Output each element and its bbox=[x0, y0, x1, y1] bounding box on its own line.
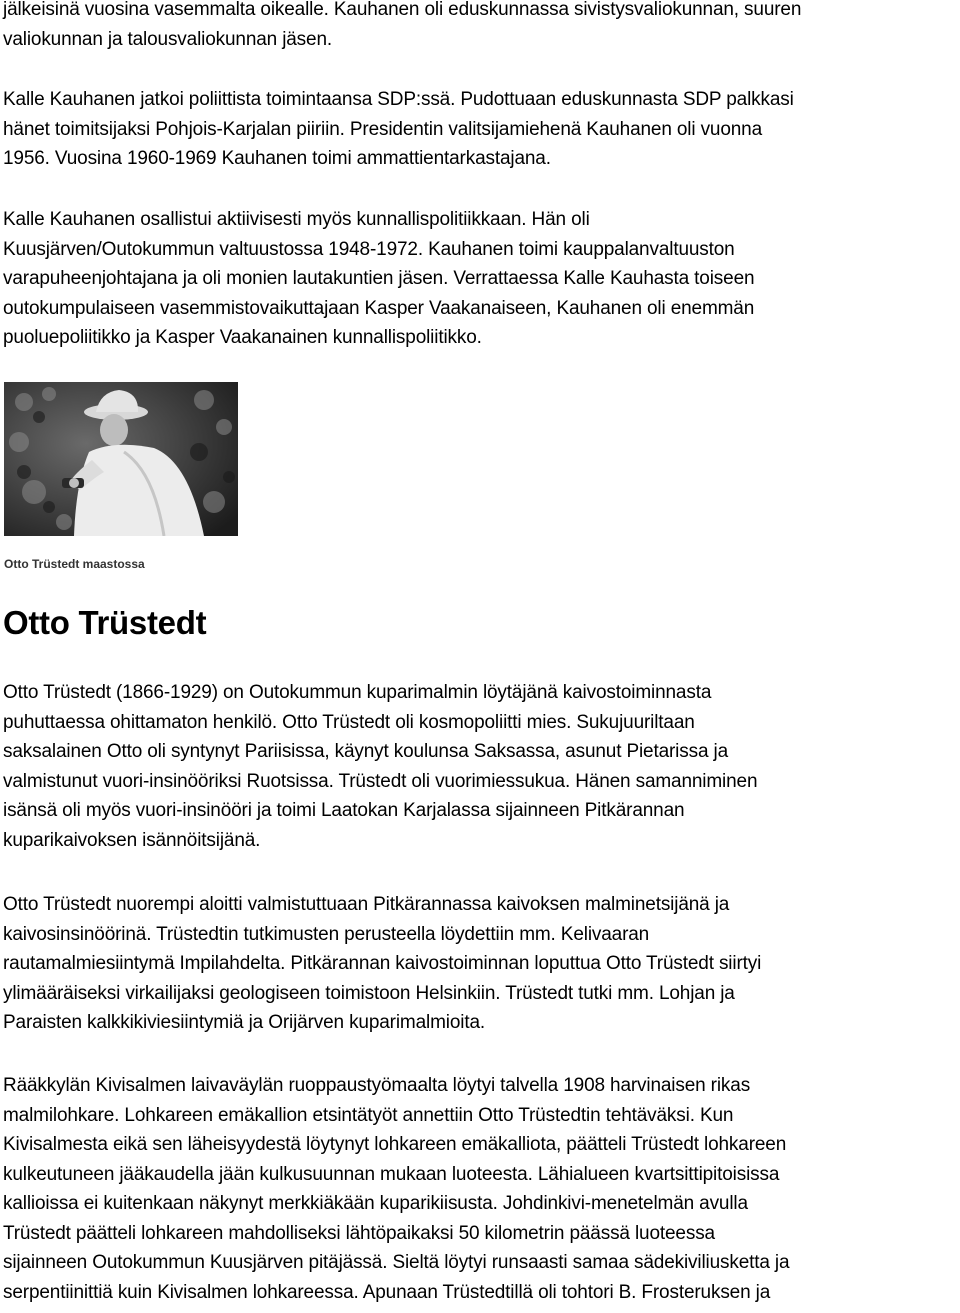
text-line: kuparikaivoksen isännöitsijänä. bbox=[3, 829, 261, 851]
photo-caption: Otto Trüstedt maastossa bbox=[4, 557, 145, 571]
text-line: Kuusjärven/Outokummun valtuustossa 1948-1972. Kauhanen toimi kauppalanvaltuuston bbox=[3, 238, 735, 260]
text-line: rautamalmiesiintymä Impilahdelta. Pitkärannan kaivostoiminnan loputtua Otto Trüstedt siirtyi bbox=[3, 953, 762, 974]
text-line: puoluepoliitikko ja Kasper Vaakanainen kunnallispoliitikko. bbox=[3, 327, 482, 348]
paragraph-municipal bbox=[3, 205, 958, 353]
text-line: malmilohkare. Lohkareen emäkallion etsintätyöt annettiin Otto Trüstedtin tehtäväksi. Kun bbox=[3, 1104, 734, 1126]
text-line: valmistunut vuori-insinööriksi Ruotsissa. Trüstedt oli vuorimiessukua. Hänen samanniminen bbox=[3, 770, 758, 792]
text-line: outokumpulaiseen vasemmistovaikuttajaan Kasper Vaakanaiseen, Kauhanen oli enemmän bbox=[3, 297, 755, 319]
text-line: Trüstedt päätteli lohkareen mahdolliseksi lähtöpaikaksi 50 kilometrin päässä luoteessa bbox=[3, 1222, 715, 1244]
text-line: sijainneen Outokummun Kuusjärven pitäjässä. Sieltä löytyi runsaasti samaa sädekiviliusketta ja bbox=[3, 1252, 790, 1273]
paragraph-intro bbox=[3, 0, 958, 54]
text-line: saksalainen Otto oli syntynyt Pariisissa, käynyt koulunsa Saksassa, asunut Pietarissa ja bbox=[3, 741, 728, 762]
text-line: puhuttaessa ohittamaton henkilö. Otto Trüstedt oli kosmopoliitti mies. Sukujuuriltaan bbox=[3, 711, 695, 733]
text-line: valiokunnan ja talousvaliokunnan jäsen. bbox=[3, 28, 332, 50]
text-line: kulkeutuneen jääkaudella jään kulkusuunnan mukaan luoteesta. Lähialueen kvartsittipitoisissa bbox=[3, 1163, 780, 1185]
text-line: Kivisalmesta eikä sen läheisyydestä löytynyt lohkareen emäkalliota, päätteli Trüstedt lohkareen bbox=[3, 1134, 787, 1155]
text-line: Otto Trüstedt (1866-1929) on Outokummun kuparimalmin löytäjänä kaivostoiminnasta bbox=[3, 682, 712, 703]
section-heading: Otto Trüstedt bbox=[3, 604, 207, 641]
text-line: 1956. Vuosina 1960-1969 Kauhanen toimi ammattientarkastajana. bbox=[3, 148, 551, 169]
text-line: varapuheenjohtajana ja oli monien lautakuntien jäsen. Verrattaessa Kalle Kauhasta toiseen bbox=[3, 268, 755, 289]
text-line: ylimääräiseksi virkailijaksi geologiseen toimistoon Helsinkiin. Trüstedt tutki mm. Lohjan ja bbox=[3, 982, 735, 1004]
text-line: Rääkkylän Kivisalmen laivaväylän ruoppaustyömaalta löytyi talvella 1908 harvinaisen rikas bbox=[3, 1075, 751, 1096]
paragraph-sdp bbox=[3, 85, 958, 174]
paragraph-trustedt-career bbox=[3, 890, 958, 1038]
text-line: isänsä oli myös vuori-insinööri ja toimi Laatokan Karjalassa sijainneen Pitkärannan bbox=[3, 800, 685, 821]
photo-person-outdoors-icon bbox=[4, 382, 238, 536]
photo-trustedt bbox=[4, 382, 238, 536]
text-line: Kalle Kauhanen jatkoi poliittista toimintaansa SDP:ssä. Pudottuaan eduskunnasta SDP palkkasi bbox=[3, 89, 794, 110]
paragraph-kivisalmi bbox=[3, 1071, 958, 1307]
text-line: kallioissa ei kuitenkaan näkynyt merkkiäkään kuparikiisusta. Johdinkivi-menetelmän avulla bbox=[3, 1193, 748, 1214]
text-line: Kalle Kauhanen osallistui aktiivisesti myös kunnallispolitiikkaan. Hän oli bbox=[3, 209, 590, 230]
text-line: hänet toimitsijaksi Pohjois-Karjalan piiriin. Presidentin valitsijamiehenä Kauhanen oli vuonna bbox=[3, 118, 763, 140]
text-line: Otto Trüstedt nuorempi aloitti valmistuttuaan Pitkärannassa kaivoksen malminetsijänä ja bbox=[3, 894, 730, 915]
paragraph-trustedt-bio bbox=[3, 678, 958, 855]
text-line: jälkeisinä vuosina vasemmalta oikealle. Kauhanen oli eduskunnassa sivistysvaliokunnan, suuren bbox=[3, 0, 802, 20]
text-line: kaivosinsinöörinä. Trüstedtin tutkimusten perusteella löydettiin mm. Kelivaaran bbox=[3, 923, 650, 945]
text-line: Paraisten kalkkikiviesiintymiä ja Orijärven kuparimalmioita. bbox=[3, 1012, 485, 1033]
text-line: serpentiinittiä kuin Kivisalmen lohkareessa. Apunaan Trüstedtillä oli tohtori B. Frosteruksen ja bbox=[3, 1281, 771, 1303]
